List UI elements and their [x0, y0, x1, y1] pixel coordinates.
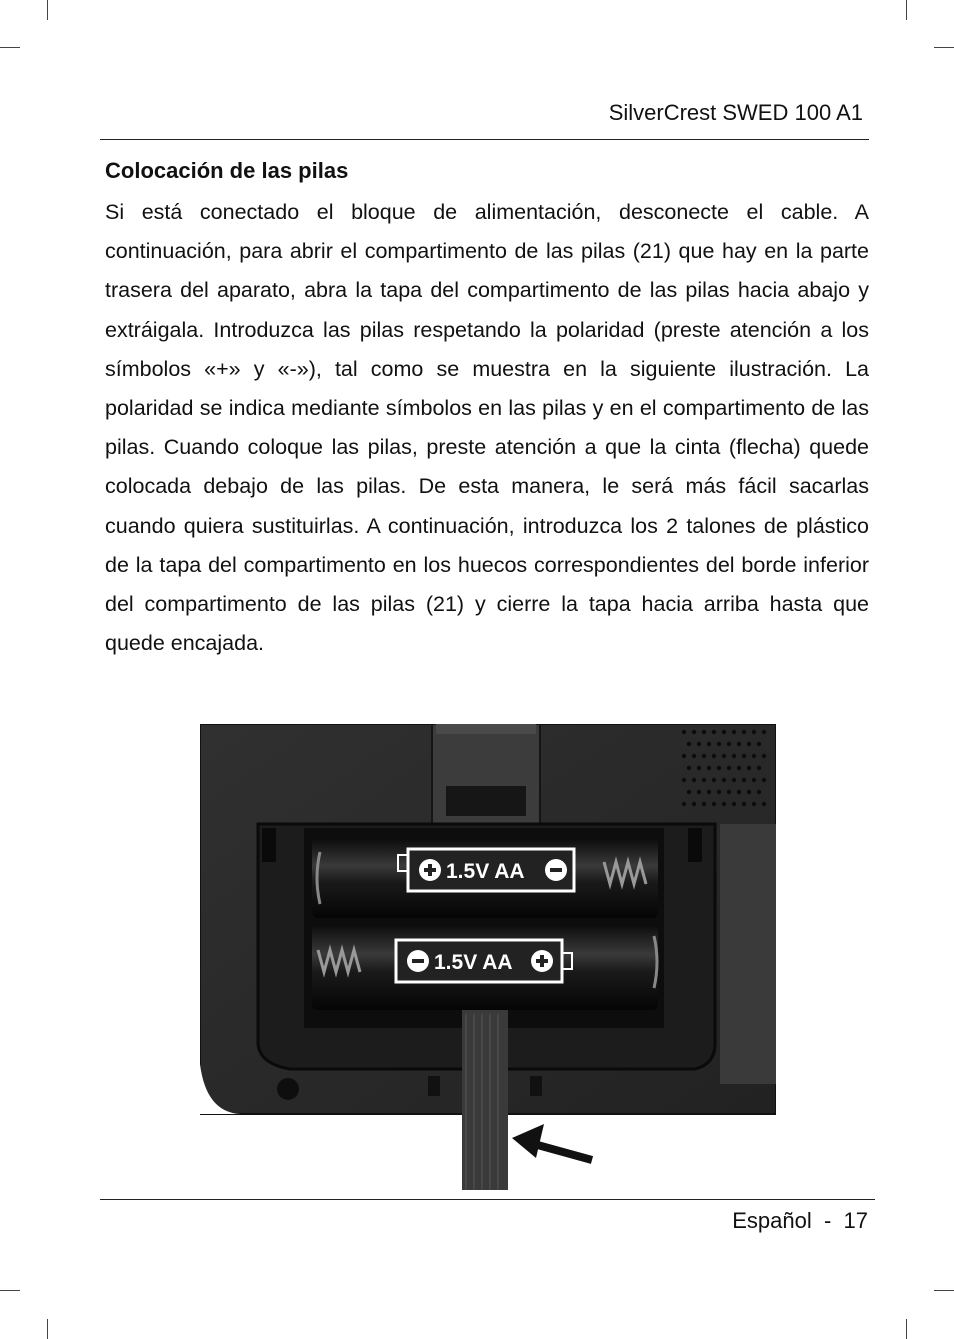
- ribbon-strap: [462, 1010, 508, 1190]
- section-title: Colocación de las pilas: [105, 158, 349, 183]
- crop-mark: [0, 1290, 20, 1291]
- battery-compartment-figure: [200, 724, 776, 1190]
- battery-top-label: [398, 849, 574, 891]
- crop-mark: [906, 0, 907, 20]
- footer-rule: [100, 1199, 875, 1200]
- body-paragraph: Si está conectado el bloque de alimentación, desconecte el cable. A continuación, para abrir el compartimento de las pilas (21) que hay en la parte trasera del aparato, abra la tapa del compartimento de las pilas hacia abajo y extráigala. Introduzca las pilas respetando la polaridad (preste atención a los símbolos «+» y «-»), tal como se muestra en la siguiente ilustración. La polaridad se indica mediante símbolos en las pilas y en el compartimento de las pilas. Cuando coloque las pilas, preste atención a que la cinta (flecha) quede colocada debajo de las pilas. De esta manera, le será más fácil sacarlas cuando quiera sustituirlas. A continuación, introduzca los 2 talones de plástico de la tapa del compartimento en los huecos correspondientes del borde inferior del compartimento de las pilas (21) y cierre la tapa hacia arriba hasta que quede encajada.: [105, 200, 869, 656]
- arrow-icon: [512, 1124, 592, 1160]
- crop-mark: [906, 1319, 907, 1339]
- crop-mark: [934, 47, 954, 48]
- crop-mark: [47, 0, 48, 20]
- battery-bottom-label: [396, 940, 572, 982]
- crop-mark: [0, 47, 20, 48]
- crop-mark: [47, 1319, 48, 1339]
- svg-text:1.5V AA: 1.5V AA: [434, 951, 513, 974]
- page-number: Español - 17: [732, 1208, 868, 1233]
- crop-mark: [934, 1290, 954, 1291]
- running-header: SilverCrest SWED 100 A1: [608, 100, 863, 125]
- svg-text:1.5V AA: 1.5V AA: [446, 860, 525, 883]
- header-rule: [100, 139, 869, 140]
